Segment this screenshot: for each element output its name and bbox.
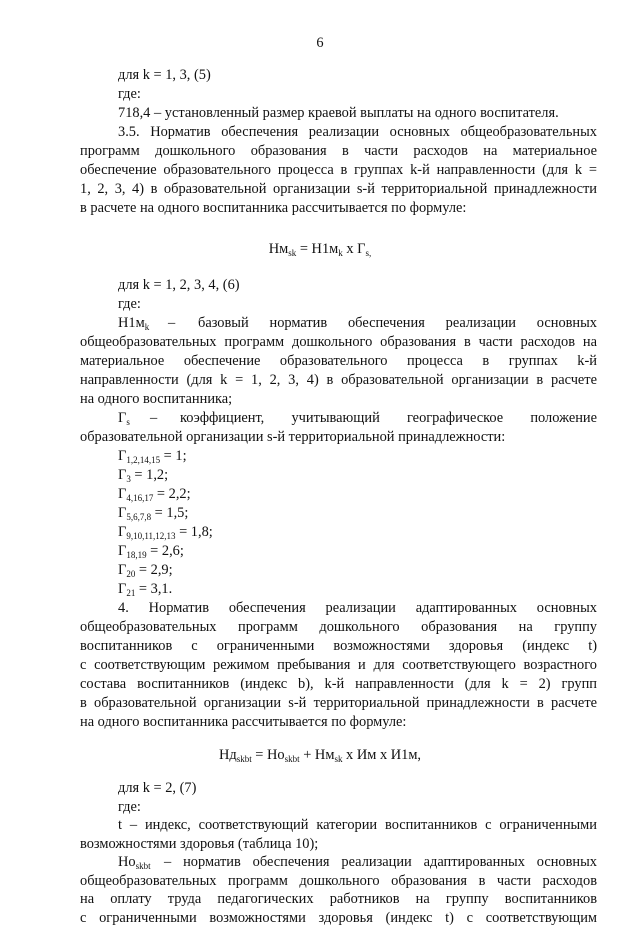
formula-5-condition: для k = 1, 3, (5) [118, 67, 211, 83]
coefficient-line: $Г_{5,6,7,8} = 1,5$; [118, 505, 189, 522]
formula-6: $Нм_{sk} = Н1м_k$ х $Г_{s,}$ [268, 241, 372, 258]
paragraph-line: образовательной организации s-й территориальной принадлежности: [80, 429, 506, 445]
paragraph-line: 1, 2, 3, 4) в образовательной организации s-й территориальной принадлежности [80, 181, 597, 197]
page-number: 6 [316, 35, 324, 51]
coefficient-line: $Г_{1,2,14,15} = 1$; [118, 448, 187, 465]
formula-6-condition: для k = 1, 2, 3, 4, (6) [118, 277, 240, 293]
paragraph-line: в образовательной организации s-й территориальной принадлежности в расчете [80, 695, 597, 711]
paragraph-line: возможностями здоровья (таблица 10); [80, 835, 319, 852]
paragraph-line: на оплату труда педагогических работников на группу воспитанников [80, 891, 597, 907]
paragraph-line: направленности (для k = 1, 2, 3, 4) в образовательной организации в расчете [80, 372, 597, 388]
coefficient-line: $Г_{18,19} = 2,6$; [118, 543, 184, 560]
definition-dash: – [168, 315, 176, 331]
paragraph-line: общеобразовательных программ дошкольного образования в части расходов [80, 872, 597, 889]
section-4-heading: 4. Норматив обеспечения реализации адаптированных основных [118, 600, 597, 616]
section-3-5-heading: 3.5. Норматив обеспечения реализации основных общеобразовательных [118, 124, 597, 140]
paragraph-line: обеспечение образовательного процесса в группах k-й направленности (для k = [80, 162, 597, 178]
paragraph-line: 718,4 – установленный размер краевой выплаты на одного воспитателя. [118, 105, 559, 121]
definition-dash: – [150, 410, 158, 426]
paragraph-line: программ дошкольного образования в части расходов на материальное [80, 143, 597, 159]
paragraph-line: на одного воспитанника рассчитывается по формуле: [80, 714, 407, 730]
paragraph-line: с ограниченными возможностями здоровья (индекс t) с соответствующим [80, 909, 597, 926]
paragraph-line: в расчете на одного воспитанника рассчитывается по формуле: [80, 200, 467, 216]
definition-symbol: $Н1м_k$ [118, 315, 150, 332]
paragraph-line: с соответствующим режимом пребывания и для соответствующего возрастного [80, 657, 597, 673]
definition-symbol: $Но_{skbt}$ [118, 854, 151, 871]
paragraph-line: общеобразовательных программ дошкольного образования на группу [80, 619, 597, 635]
paragraph-line: общеобразовательных программ дошкольного образования в части расходов на [80, 334, 597, 350]
document-page: 6 для k = 1, 3, (5) где: 718,4 – установленный размер краевой выплаты на одного воспитателя. 3.5. Норматив обеспечения реализации основных общеобразовательных программ дошкольного образования в части расходов на материальное обеспечение образовательного процесса в группах k-й направленности (для k = 1, 2, 3, 4) в образовательной организации s-й территориальной принадлежности в расчете на одного воспитанника рассчитывается по формуле: $Нм_{sk} = Н1м_k$ х $Г_{s,}$ для k = 1, 2, 3, 4, (6) где: $Н1м_k$ – базовый норматив обеспечения реализации основных общеобразовательных программ дошкольного образования в части расходов на материальное обеспечение образовательного процесса в группах k-й направленности (для k = 1, 2, 3, 4) в образовательной организации в расчете на одного воспитанника; $Г_s$ – коэффициент, учитывающий географическое положение образовательной организации s-й территориальной принадлежности: $Г_{1,2,14,15} = 1$; $Г_3 = 1,2$; $Г_{4,16,17} = 2,2$; $Г_{5,6,7,8} = 1,5$; $Г_{9,10,11,12,13} = 1,8$; $Г_{18,19} = 2,6$; $Г_{20} = 2,9$; $Г_{21} = 3,1$. 4. Норматив обеспечения реализации адаптированных основных общеобразовательных программ дошкольного образования на группу воспитанников с ограниченными возможностями здоровья (индекс t) с соответствующим режимом пребывания и для соответствующего возрастного состава воспитанников (индекс b), k-й направленности (для k = 2) групп в образовательной организации s-й территориальной принадлежности в расчете на одного воспитанника рассчитывается по формуле: $Нд_{skbt} = Но_{skbt} + Нм_{sk}$ х Им х И1м, для k = 2, (7) где: t – индекс, соответствующий категории воспитанников с ограниченными возможностями здоровья (таблица 10); $Но_{skbt}$ – норматив обеспечения реализации адаптированных основных общеобразовательных программ дошкольного образования в части расходов на оплату труда педагогических работников на группу воспитанников с ограниченными возможностями здоровья (индекс t) с соответствующим [0, 0, 640, 911]
formula-7-condition: для k = 2, (7) [118, 780, 197, 796]
coefficient-line: $Г_3 = 1,2$; [118, 467, 169, 484]
paragraph-line: состава воспитанников (индекс b), k-й направленности (для k = 2) групп [80, 676, 597, 692]
definition-symbol: $Г_s$ [118, 410, 130, 427]
where-label: где: [118, 296, 141, 312]
coefficient-line: $Г_{4,16,17} = 2,2$; [118, 486, 191, 503]
paragraph-line: воспитанников с ограниченными возможностями здоровья (индекс t) [80, 638, 597, 654]
paragraph-line: t – индекс, соответствующий категории воспитанников с ограниченными [118, 817, 597, 833]
coefficient-line: $Г_{20} = 2,9$; [118, 562, 173, 579]
paragraph-line: на одного воспитанника; [80, 391, 233, 407]
formula-7: $Нд_{skbt} = Но_{skbt} + Нм_{sk}$ х Им х И1м, [218, 747, 422, 764]
coefficient-line: $Г_{21} = 3,1$. [118, 581, 173, 598]
where-label: где: [118, 798, 141, 815]
where-label: где: [118, 86, 141, 102]
coefficient-line: $Г_{9,10,11,12,13} = 1,8$; [118, 524, 213, 541]
paragraph-line: материальное обеспечение образовательного процесса в группах k-й [80, 353, 597, 369]
